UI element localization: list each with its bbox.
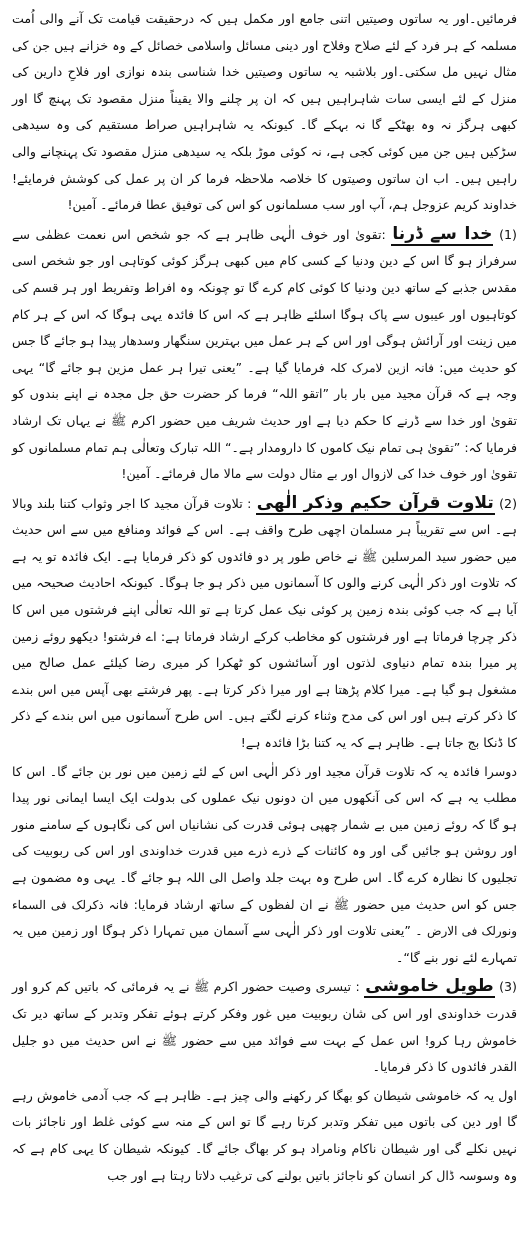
section-1 (12, 221, 517, 488)
section-3-paragraph-2 (12, 1083, 517, 1189)
section-2-body: : تلاوت قرآن مجید کا اجر وثواب کتنا بلند وبالا ہے۔ اس سے تقریباً ہر مسلمان اچھی طرح واقف ہے۔ اس کے فوائد ومنافع میں سے اس حدیث میں حضور سید المرسلین ﷺ نے خاص طور پر دو فائدوں کو ذکر فرمایا ہے۔ ایک فائدہ تو یہ ہے کہ تلاوت اور ذکر الٰہی کرنے والوں کا آسمانوں میں ذکر ہو جا ہوگا۔ کیونکہ احادیث صحیحہ میں آیا ہے کہ جب کوئی بندہ زمین پر کوئی نیک عمل کرتا ہے تو اللہ تعالٰی اپنے فرشتوں میں اس کا ذکر چرچا فرماتا ہے اور فرشتوں کو مخاطب کرکے ارشاد فرماتا ہے: اے فرشتو! دیکھو روئے زمین پر میرا بندہ تمام دنیاوی لذتوں اور آسائشوں کو ٹھکرا کر میری رضا کیلئے عمل صالح میں مشغول ہو گیا ہے۔ میرا کلام پڑھتا ہے اور میرا ذکر کرتا ہے۔ پھر فرشتے بھی آپس میں اس بندے کا ذکر کرتے ہیں اور اس کی مدح وثناء کرنے لگتے ہیں۔ اس طرح آسمانوں میں اس بندے کے ذکر کا ڈنکا بج جاتا ہے۔ ظاہر ہے کہ یہ کتنا بڑا فائدہ ہے! (12, 495, 517, 751)
section-3-number: (3) (499, 979, 517, 995)
intro-paragraph (12, 6, 517, 219)
section-3 (12, 973, 517, 1080)
section-1-heading: خدا سے ڈرنا (392, 223, 493, 244)
section-3-body: : تیسری وصیت حضور اکرم ﷺ نے یہ فرمائی کہ باتیں کم کرو اور قدرت خداوندی اور اس کی شان ربوبیت میں غور وفکر کرتے ہوئے تفکر وتدبر کے ساتھ دیر تک خاموش رہا کرو! اس عمل کے بہت سے فوائد میں سے حضور ﷺ نے اس حدیث میں دو جلیل القدر فائدوں کا ذکر فرمایا۔ (12, 979, 517, 1075)
section-3-heading: طویل خاموشی (365, 976, 494, 997)
section-2-body-2: دوسرا فائدہ یہ کہ تلاوت قرآن مجید اور ذکر الٰہی اس کے لئے زمین میں نور بن جائے گا۔ اس کا مطلب یہ ہے کہ اس کی آنکھوں میں ان دونوں نیک عملوں کی بدولت ایک ایسا ایمانی نور پیدا ہو گا کہ روئے زمین میں بے شمار چھپی ہوئی قدرت کی نشانیاں اس کی نگاہوں کے سامنے منور اور روشن ہو جائیں گی اور وہ کائنات کے ذرے ذرے میں قدرت خداوندی اور اس کی ربوبیت کی تجلیوں کا نظارہ کرے گا۔ اس طرح وہ بہت جلد واصل الی اللہ ہو جائے گا۔ یہی وہ مضمون ہے جس کو اس حدیث میں حضور ﷺ نے ان لفظوں کے ساتھ ارشاد فرمایا: (12, 763, 517, 912)
section-1-body: :تقویٰ اور خوف الٰہی ظاہر ہے کہ جو شخص اس نعمت عظمٰی سے سرفراز ہو گا اس کے دین ودنیا کے کسی کام میں کبھی ہرگز کوئی کوتاہی اور جو شخص اسی مقدس جذبے کے ساتھ دین ودنیا کا کوئی کام کرے گا تو چونکہ وہ افراط وتفریط اور ہر قسم کی کوتاہیوں اور عیبوں سے پاک ہوگا اسلئے ظاہر ہے کہ اس کا فائدہ یہی ہوگا کہ اس کے ہر کام میں زینت اور آرائش ہوگی اور اس کے ہر عمل میں بہترین سنگھار وسدھار پیدا ہو جائے گا جس کو حدیث میں: (12, 226, 517, 375)
section-2-heading: تلاوت قرآن حکیم وذکر الٰهی (256, 492, 494, 513)
section-2-paragraph-2 (12, 759, 517, 972)
intro-text: فرمائیں۔اور یہ ساتوں وصیتیں اتنی جامع اور مکمل ہیں کہ درحقیقت قیامت تک آنے والی اُمت مسلمہ کے ہر فرد کے لئے صلاح وفلاح اور دینی مسائل واسلامی خصائل کے وہ خزانے ہیں جن کی مثال نہیں مل سکتی۔اور بلاشبہ یہ ساتوں وصیتیں خدا شناسی بندہ نوازی اور فلاحِ دارین کی منزل کے لئے ایسی سات شاہراہیں ہیں کہ ان پر چلنے والا یقیناً منزل مقصود تک پہنچ گا اور کبھی ہرگز نہ وہ بھٹکے گا نہ بہکے گا۔ کیونکہ یہ شاہراہیں صراط مستقیم کی وہ سیدھی سڑکیں ہیں جن میں کوئی کجی ہے، نہ کوئی موڑ بلکہ یہ سیدھی منزل مقصود تک پہنچانے والی راہیں ہیں۔ اب ان ساتوں وصیتوں کا خلاصہ ملاحظہ فرما کر ان پر عمل کی کوشش فرمایئے! خداوند کریم عزوجل ہم، آپ اور سب مسلمانوں کو اس کی توفیق عطا فرمائے۔ آمین! (12, 11, 517, 213)
section-2-body-3: ۔ ”یعنی تلاوت اور ذکر الٰہی سے آسمان میں تمہارا ذکر ہوگا اور زمین میں یہ تمہارے لئے نور بنے گا“۔ (12, 923, 517, 965)
section-1-body-2: فرمایا گیا ہے۔ ”یعنی تیرا ہر عمل مزین ہو جائے گا“ یہی وجہ ہے کہ قرآن مجید میں بار بار ”اتقو اللہ“ فرما کر حضرت حق جل مجدہ نے اپنے بندوں کو تقویٰ اور خدا سے ڈرنے کا حکم دیا ہے اور حدیث شریف میں حضور اکرم ﷺ نے یہاں تک ارشاد فرمایا کہ: ”تقویٰ ہی تمام نیک کاموں کا دارومدار ہے۔“ اللہ تبارک وتعالٰی ہم تمام مسلمانوں کو تقویٰ اور خوف خدا کی لازوال اور بے مثال دولت سے مالا مال فرمائے۔ آمین! (12, 359, 517, 482)
section-2-number: (2) (499, 495, 517, 511)
section-3-body-2: اول یہ کہ خاموشی شیطان کو بھگا کر رکھنے والی چیز ہے۔ ظاہر ہے کہ جب آدمی خاموش رہے گا اور دین کی باتوں میں تفکر وتدبر کرتا رہے گا تو اس کے منہ سے کوئی غلط اور ناجائز بات نہیں نکلے گی اور شیطان ناکام ونامراد ہو کر بھاگ جائے گا۔ کیونکہ شیطان کا یہی کام ہے کہ وہ وسوسہ ڈال کر انسان کو ناجائز باتیں بولنے کی ترغیب دلاتا رہتا ہے اور جب (12, 1087, 517, 1183)
section-2-arabic-quote: فانہ ذکرلک فی السماء ونورلک فی الارض (12, 897, 517, 939)
section-1-arabic-quote: فانہ ازین لامرک کلہ (329, 360, 434, 375)
section-2 (12, 490, 517, 757)
section-1-number: (1) (499, 226, 517, 242)
